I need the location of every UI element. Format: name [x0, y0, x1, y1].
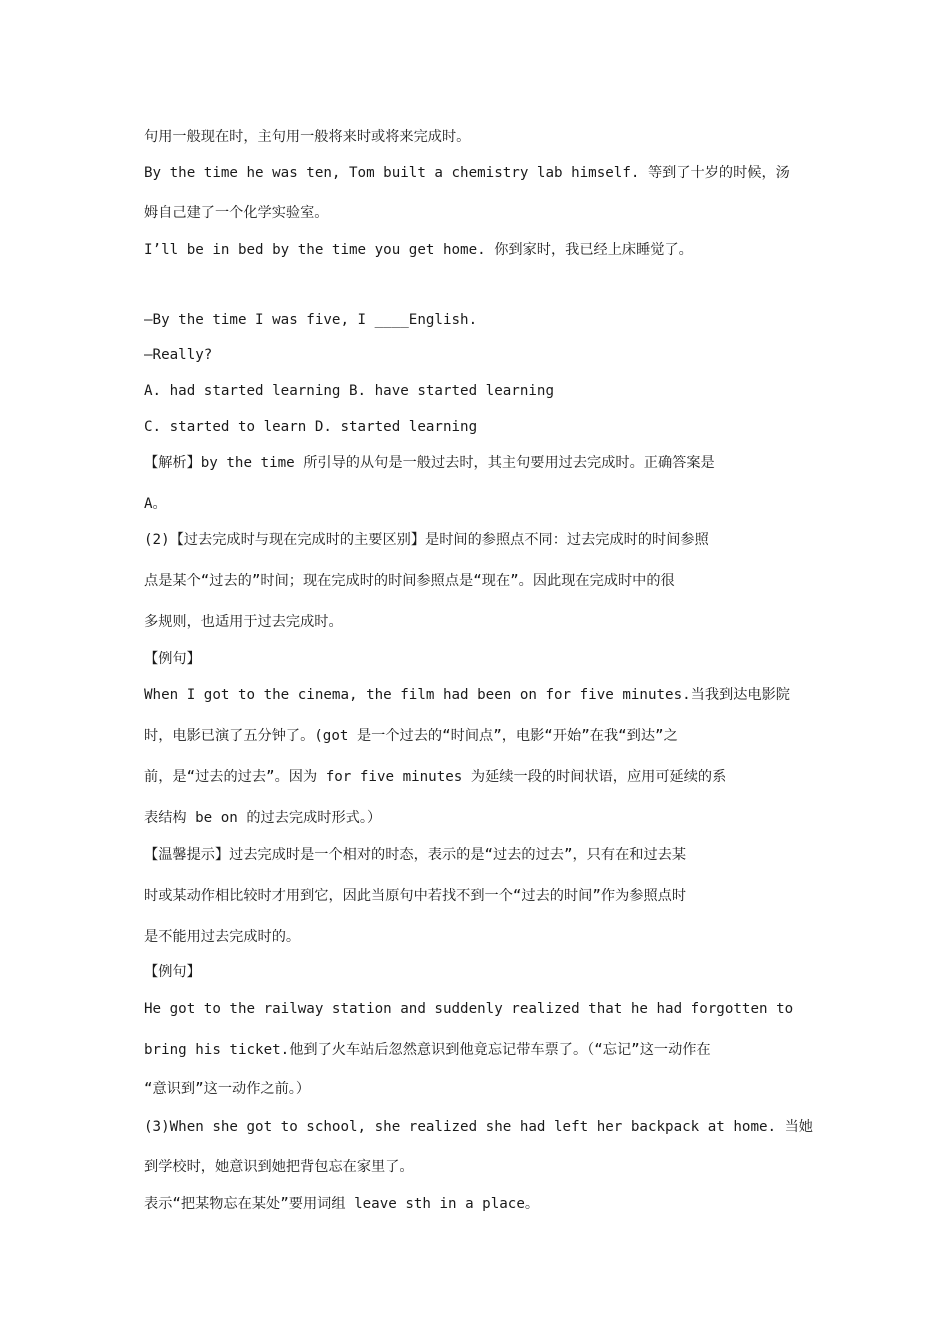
question-options-cd: C. started to learn D. started learning — [144, 419, 478, 435]
text-line: 到学校时，她意识到她把背包忘在家里了。 — [144, 1159, 414, 1175]
text-line: 多规则，也适用于过去完成时。 — [144, 614, 343, 630]
text-line: I’ll be in bed by the time you get home. 你到家时，我已经上床睡觉了。 — [144, 242, 693, 258]
tip-text: 【温馨提示】过去完成时是一个相对的时态，表示的是“过去的过去”，只有在和过去某 — [144, 847, 687, 863]
text-line: bring his ticket.他到了火车站后忽然意识到他竟忘记带车票了。（“忘记”这一动作在 — [144, 1042, 711, 1058]
question-response: —Really? — [144, 347, 213, 363]
text-line: 句用一般现在时，主句用一般将来时或将来完成时。 — [144, 129, 471, 145]
text-line: By the time he was ten, Tom built a chemistry lab himself. 等到了十岁的时候，汤 — [144, 165, 790, 181]
example-heading: 【例句】 — [144, 964, 201, 980]
text-line: “意识到”这一动作之前。） — [144, 1081, 311, 1097]
example-heading: 【例句】 — [144, 651, 201, 667]
question-stem: —By the time I was five, I ____English. — [144, 312, 478, 328]
text-line: 表结构 be on 的过去完成时形式。） — [144, 810, 382, 826]
text-line: 前，是“过去的过去”。因为 for five minutes 为延续一段的时间状语，应用可延续的系 — [144, 769, 727, 785]
text-line: 是不能用过去完成时的。 — [144, 929, 301, 945]
analysis-text: 【解析】by the time 所引导的从句是一般过去时，其主句要用过去完成时。正确答案是 — [144, 455, 715, 471]
text-line: 表示“把某物忘在某处”要用词组 leave sth in a place。 — [144, 1196, 540, 1212]
analysis-answer: A。 — [144, 496, 167, 512]
text-line: 姆自己建了一个化学实验室。 — [144, 205, 329, 221]
text-line: 点是某个“过去的”时间；现在完成时的时间参照点是“现在”。因此现在完成时中的很 — [144, 573, 675, 589]
question-options-ab: A. had started learning B. have started learning — [144, 383, 554, 399]
text-line: He got to the railway station and suddenly realized that he had forgotten to — [144, 1001, 794, 1017]
text-line: 时，电影已演了五分钟了。(got 是一个过去的“时间点”，电影“开始”在我“到达”之 — [144, 728, 678, 744]
text-line: 时或某动作相比较时才用到它，因此当原句中若找不到一个“过去的时间”作为参照点时 — [144, 888, 687, 904]
text-line: (3)When she got to school, she realized she had left her backpack at home. 当她 — [144, 1119, 813, 1135]
text-line: (2)【过去完成时与现在完成时的主要区别】是时间的参照点不同：过去完成时的时间参照 — [144, 532, 709, 548]
text-line: When I got to the cinema, the film had been on for five minutes.当我到达电影院 — [144, 687, 790, 703]
